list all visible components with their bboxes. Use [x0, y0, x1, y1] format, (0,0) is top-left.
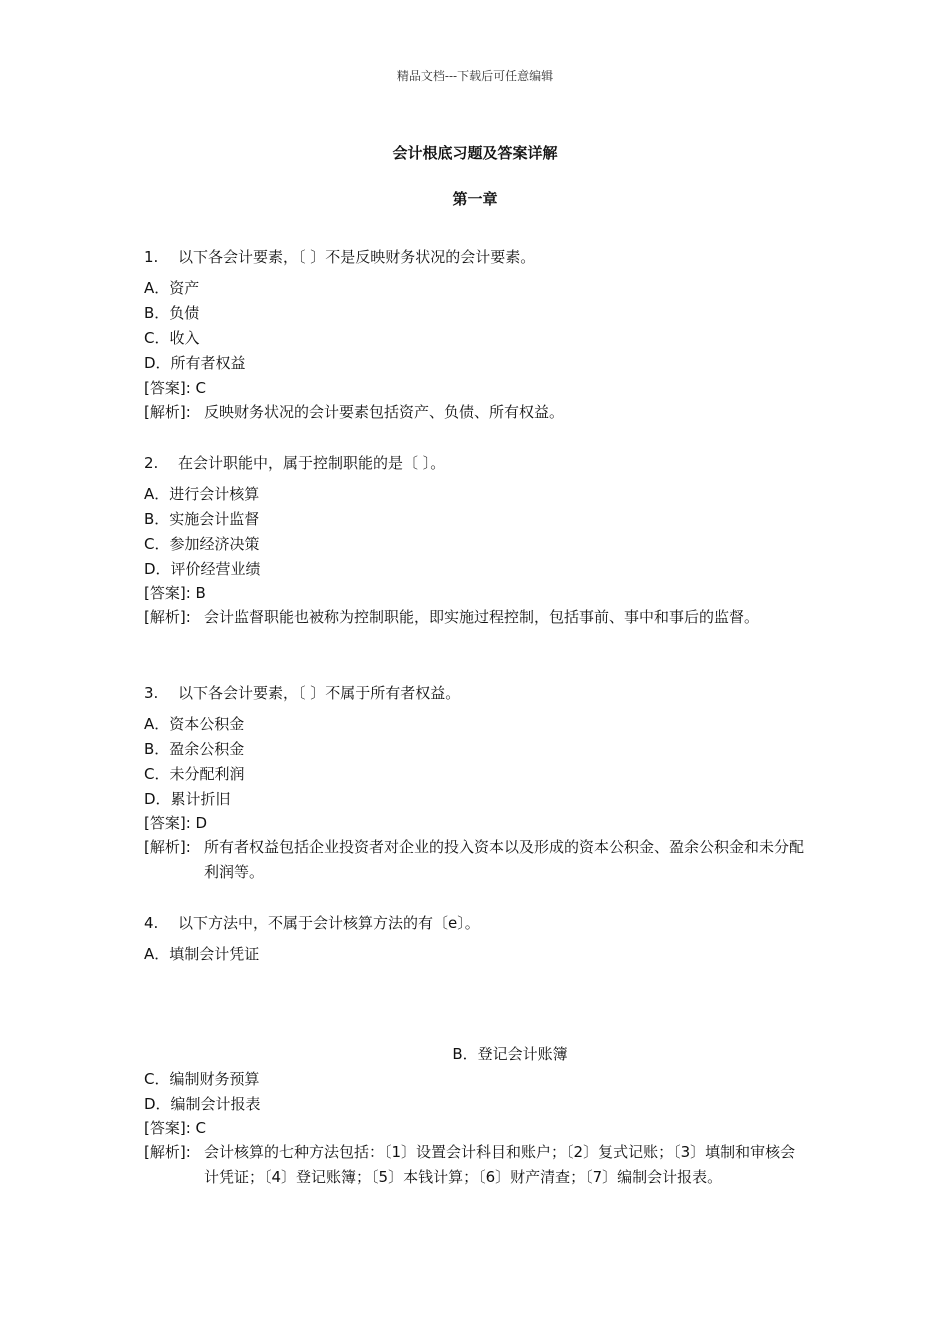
question-text: 以下各会计要素，〔 〕不属于所有者权益。 — [178, 684, 461, 702]
option: D．编制会计报表 — [144, 1095, 261, 1113]
question-number: 4. — [144, 914, 159, 932]
explanation-label: [解析]: — [144, 403, 191, 421]
document-title: 会计根底习题及答案详解 — [392, 144, 558, 162]
explanation-text: 所有者权益包括企业投资者对企业的投入资本以及形成的资本公积金、盈余公积金和未分配利润等。 — [204, 838, 805, 881]
option: B．负债 — [144, 304, 200, 322]
question-number: 3. — [144, 684, 159, 702]
question-text: 以下方法中，不属于会计核算方法的有〔e〕。 — [178, 914, 480, 932]
chapter-heading: 第一章 — [452, 190, 498, 208]
question-4 — [144, 913, 480, 933]
answer-line — [144, 1118, 206, 1138]
option: A．填制会计凭证 — [144, 945, 260, 963]
question-number: 1. — [144, 248, 159, 266]
answer-value: B — [195, 584, 206, 602]
answer-line — [144, 583, 206, 603]
explanation-label: [解析]: — [144, 608, 191, 626]
page-header: 精品文档---下载后可任意编辑 — [396, 69, 554, 83]
option: D．所有者权益 — [144, 354, 246, 372]
option: A．资产 — [144, 279, 200, 297]
explanation-text: 反映财务状况的会计要素包括资产、负债、所有权益。 — [204, 403, 565, 421]
explanation — [144, 400, 809, 425]
option: C．编制财务预算 — [144, 1070, 260, 1088]
question-text: 以下各会计要素，〔 〕不是反映财务状况的会计要素。 — [178, 248, 536, 266]
answer-label: [答案]: — [144, 379, 191, 397]
option: D．评价经营业绩 — [144, 560, 261, 578]
option: C．未分配利润 — [144, 765, 245, 783]
option: D．累计折旧 — [144, 790, 231, 808]
answer-label: [答案]: — [144, 584, 191, 602]
explanation-text: 会计监督职能也被称为控制职能，即实施过程控制，包括事前、事中和事后的监督。 — [204, 608, 760, 626]
answer-line — [144, 813, 207, 833]
explanation — [144, 835, 809, 885]
explanation — [144, 605, 809, 630]
option: A．进行会计核算 — [144, 485, 260, 503]
explanation-label: [解析]: — [144, 1143, 191, 1161]
answer-line — [144, 378, 206, 398]
question-text: 在会计职能中，属于控制职能的是〔 〕。 — [178, 454, 446, 472]
option: A．资本公积金 — [144, 715, 245, 733]
option: C．参加经济决策 — [144, 535, 260, 553]
answer-value: C — [195, 1119, 207, 1137]
question-3 — [144, 683, 460, 703]
answer-value: D — [195, 814, 208, 832]
question-1 — [144, 247, 535, 267]
question-number: 2. — [144, 454, 159, 472]
option: C．收入 — [144, 329, 200, 347]
option: B．实施会计监督 — [144, 510, 260, 528]
explanation-text: 会计核算的七种方法包括：〔1〕设置会计科目和账户；〔2〕复式记账；〔3〕填制和审核会计凭证；〔4〕登记账簿；〔5〕本钱计算；〔6〕财产清查；〔7〕编制会计报表。 — [204, 1143, 796, 1186]
question-2 — [144, 453, 445, 473]
explanation-label: [解析]: — [144, 838, 191, 856]
explanation — [144, 1140, 809, 1190]
answer-label: [答案]: — [144, 1119, 191, 1137]
option: B．登记会计账簿 — [452, 1045, 568, 1063]
answer-value: C — [195, 379, 207, 397]
answer-label: [答案]: — [144, 814, 191, 832]
option: B．盈余公积金 — [144, 740, 245, 758]
